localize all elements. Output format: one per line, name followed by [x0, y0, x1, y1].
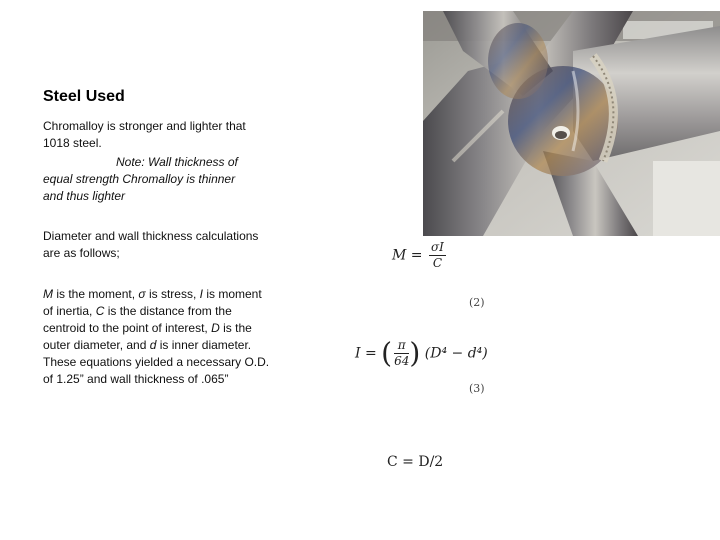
- text-fragment: is the outer diameter, and: [43, 321, 252, 352]
- paragraph-calculations: Diameter and wall thickness calculations are as follows;: [43, 229, 259, 260]
- equation-number-2: (2): [469, 296, 485, 309]
- note-wall-thickness: [43, 154, 273, 205]
- fraction-numerator: π: [394, 338, 409, 354]
- slide-title: Steel Used: [43, 88, 125, 105]
- text-fragment: is stress,: [145, 287, 200, 301]
- text-fragment: is inner diameter. These equations yielded a necessary O.D. of 1.25” and wall thickness of .065”: [43, 338, 270, 386]
- equation-number-3: (3): [469, 382, 485, 395]
- fraction-denominator: 64: [394, 354, 410, 368]
- note-line-1: Note: Wall thickness of: [116, 155, 238, 169]
- note-line-3: and thus lighter: [43, 189, 126, 203]
- var-sigma: σ: [138, 287, 146, 301]
- var-I: I: [199, 287, 203, 301]
- text-fragment: is the moment,: [53, 287, 139, 301]
- equation-rhs: (D⁴ − d⁴): [424, 345, 488, 362]
- equation-inertia: [355, 338, 488, 369]
- text-fragment: is the distance from the centroid to the point of interest,: [43, 304, 232, 335]
- note-line-2: equal strength Chromalloy is thinner: [43, 172, 236, 186]
- equation-lhs: I =: [355, 345, 377, 362]
- var-d: d: [149, 338, 157, 352]
- fraction-numerator: σI: [430, 240, 444, 254]
- var-M: M: [43, 287, 53, 301]
- paragraph-chromalloy: Chromalloy is stronger and lighter that 1018 steel.: [43, 119, 246, 150]
- open-paren: (: [381, 336, 393, 370]
- fraction-denominator: C: [432, 256, 443, 270]
- var-D: D: [211, 321, 220, 335]
- weld-joint-photo: [423, 11, 720, 236]
- equation-moment: [392, 240, 446, 271]
- close-paren: ): [409, 336, 421, 370]
- fraction: [429, 240, 446, 271]
- equation-lhs: M =: [392, 247, 423, 264]
- equation-centroid: C = D/2: [387, 454, 444, 470]
- var-C: C: [95, 304, 105, 318]
- paragraph-variables: [43, 286, 273, 388]
- fraction: [394, 338, 409, 369]
- text-fragment: is moment of inertia,: [43, 287, 262, 318]
